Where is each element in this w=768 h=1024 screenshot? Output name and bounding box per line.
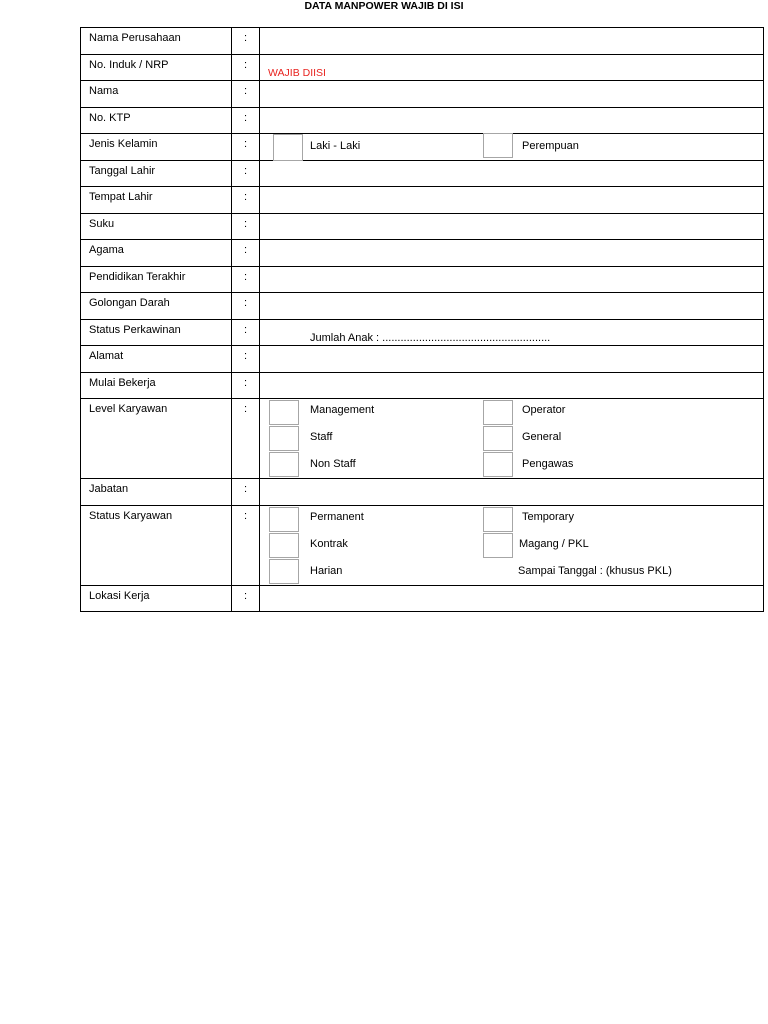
label-tempat-lahir: Tempat Lahir bbox=[81, 187, 232, 214]
checkbox-magang[interactable] bbox=[483, 533, 513, 558]
checkbox-laki[interactable] bbox=[273, 134, 303, 161]
input-jabatan[interactable] bbox=[260, 479, 764, 506]
input-golongan-darah[interactable] bbox=[260, 293, 764, 320]
colon: : bbox=[232, 134, 260, 161]
label-golongan-darah: Golongan Darah bbox=[81, 293, 232, 320]
sampai-tanggal-label: Sampai Tanggal : (khusus PKL) bbox=[518, 564, 672, 577]
option-temporary: Temporary bbox=[522, 510, 574, 523]
row-nama-perusahaan bbox=[81, 28, 764, 55]
input-nama[interactable] bbox=[260, 81, 764, 108]
form-title: DATA MANPOWER WAJIB DI ISI bbox=[304, 0, 464, 12]
row-no-ktp bbox=[81, 107, 764, 134]
option-non-staff: Non Staff bbox=[310, 458, 356, 470]
option-magang: Magang / PKL bbox=[519, 537, 589, 550]
row-mulai-bekerja bbox=[81, 372, 764, 399]
row-level-karyawan bbox=[81, 399, 764, 479]
row-status-karyawan bbox=[81, 505, 764, 585]
jenis-kelamin-options bbox=[260, 134, 764, 161]
option-kontrak: Kontrak bbox=[310, 537, 348, 550]
input-nama-perusahaan[interactable] bbox=[260, 28, 764, 55]
label-suku: Suku bbox=[81, 213, 232, 240]
input-pendidikan[interactable] bbox=[260, 266, 764, 293]
colon: : bbox=[232, 266, 260, 293]
input-status-perkawinan[interactable] bbox=[260, 319, 764, 346]
checkbox-perempuan[interactable] bbox=[483, 133, 513, 158]
label-level-karyawan: Level Karyawan bbox=[81, 399, 232, 479]
option-permanent: Permanent bbox=[310, 510, 364, 523]
row-agama bbox=[81, 240, 764, 267]
colon: : bbox=[232, 372, 260, 399]
colon: : bbox=[232, 107, 260, 134]
colon: : bbox=[232, 585, 260, 612]
row-lokasi-kerja bbox=[81, 585, 764, 612]
checkbox-pengawas[interactable] bbox=[483, 452, 513, 477]
row-alamat bbox=[81, 346, 764, 373]
colon: : bbox=[232, 399, 260, 479]
checkbox-permanent[interactable] bbox=[269, 507, 299, 532]
checkbox-operator[interactable] bbox=[483, 400, 513, 425]
checkbox-management[interactable] bbox=[269, 400, 299, 425]
label-agama: Agama bbox=[81, 240, 232, 267]
input-tanggal-lahir[interactable] bbox=[260, 160, 764, 187]
colon: : bbox=[232, 160, 260, 187]
level-karyawan-options bbox=[260, 399, 764, 479]
colon: : bbox=[232, 213, 260, 240]
colon: : bbox=[232, 479, 260, 506]
input-no-ktp[interactable] bbox=[260, 107, 764, 134]
colon: : bbox=[232, 28, 260, 55]
option-perempuan: Perempuan bbox=[522, 140, 579, 152]
colon: : bbox=[232, 187, 260, 214]
colon: : bbox=[232, 240, 260, 267]
row-no-induk bbox=[81, 54, 764, 81]
label-no-induk: No. Induk / NRP bbox=[81, 54, 232, 81]
colon: : bbox=[232, 505, 260, 585]
label-jenis-kelamin: Jenis Kelamin bbox=[81, 134, 232, 161]
input-mulai-bekerja[interactable] bbox=[260, 372, 764, 399]
label-tanggal-lahir: Tanggal Lahir bbox=[81, 160, 232, 187]
label-status-perkawinan: Status Perkawinan bbox=[81, 319, 232, 346]
label-alamat: Alamat bbox=[81, 346, 232, 373]
option-pengawas: Pengawas bbox=[522, 458, 574, 470]
checkbox-harian[interactable] bbox=[269, 559, 299, 584]
status-karyawan-options bbox=[260, 505, 764, 585]
label-jabatan: Jabatan bbox=[81, 479, 232, 506]
checkbox-general[interactable] bbox=[483, 426, 513, 451]
input-no-induk[interactable] bbox=[260, 54, 764, 81]
input-lokasi-kerja[interactable] bbox=[260, 585, 764, 612]
label-nama: Nama bbox=[81, 81, 232, 108]
colon: : bbox=[232, 293, 260, 320]
checkbox-non-staff[interactable] bbox=[269, 452, 299, 477]
option-general: General bbox=[522, 431, 562, 443]
option-laki: Laki - Laki bbox=[310, 140, 361, 152]
jumlah-anak-label: Jumlah Anak : ....................................................... bbox=[310, 331, 551, 344]
row-status-perkawinan bbox=[81, 319, 764, 346]
label-mulai-bekerja: Mulai Bekerja bbox=[81, 372, 232, 399]
checkbox-staff[interactable] bbox=[269, 426, 299, 451]
colon: : bbox=[232, 346, 260, 373]
option-operator: Operator bbox=[522, 404, 566, 416]
label-nama-perusahaan: Nama Perusahaan bbox=[81, 28, 232, 55]
label-lokasi-kerja: Lokasi Kerja bbox=[81, 585, 232, 612]
required-note: WAJIB DIISI bbox=[268, 66, 326, 79]
input-alamat[interactable] bbox=[260, 346, 764, 373]
manpower-form-table bbox=[80, 27, 764, 612]
row-pendidikan bbox=[81, 266, 764, 293]
option-harian: Harian bbox=[310, 564, 343, 577]
row-tanggal-lahir bbox=[81, 160, 764, 187]
row-tempat-lahir bbox=[81, 187, 764, 214]
row-jabatan bbox=[81, 479, 764, 506]
colon: : bbox=[232, 54, 260, 81]
checkbox-temporary[interactable] bbox=[483, 507, 513, 532]
input-tempat-lahir[interactable] bbox=[260, 187, 764, 214]
row-suku bbox=[81, 213, 764, 240]
row-jenis-kelamin bbox=[81, 134, 764, 161]
label-pendidikan: Pendidikan Terakhir bbox=[81, 266, 232, 293]
colon: : bbox=[232, 81, 260, 108]
checkbox-kontrak[interactable] bbox=[269, 533, 299, 558]
label-status-karyawan: Status Karyawan bbox=[81, 505, 232, 585]
option-management: Management bbox=[310, 404, 375, 416]
row-nama bbox=[81, 81, 764, 108]
input-suku[interactable] bbox=[260, 213, 764, 240]
input-agama[interactable] bbox=[260, 240, 764, 267]
option-staff: Staff bbox=[310, 431, 333, 443]
colon: : bbox=[232, 319, 260, 346]
label-no-ktp: No. KTP bbox=[81, 107, 232, 134]
row-golongan-darah bbox=[81, 293, 764, 320]
